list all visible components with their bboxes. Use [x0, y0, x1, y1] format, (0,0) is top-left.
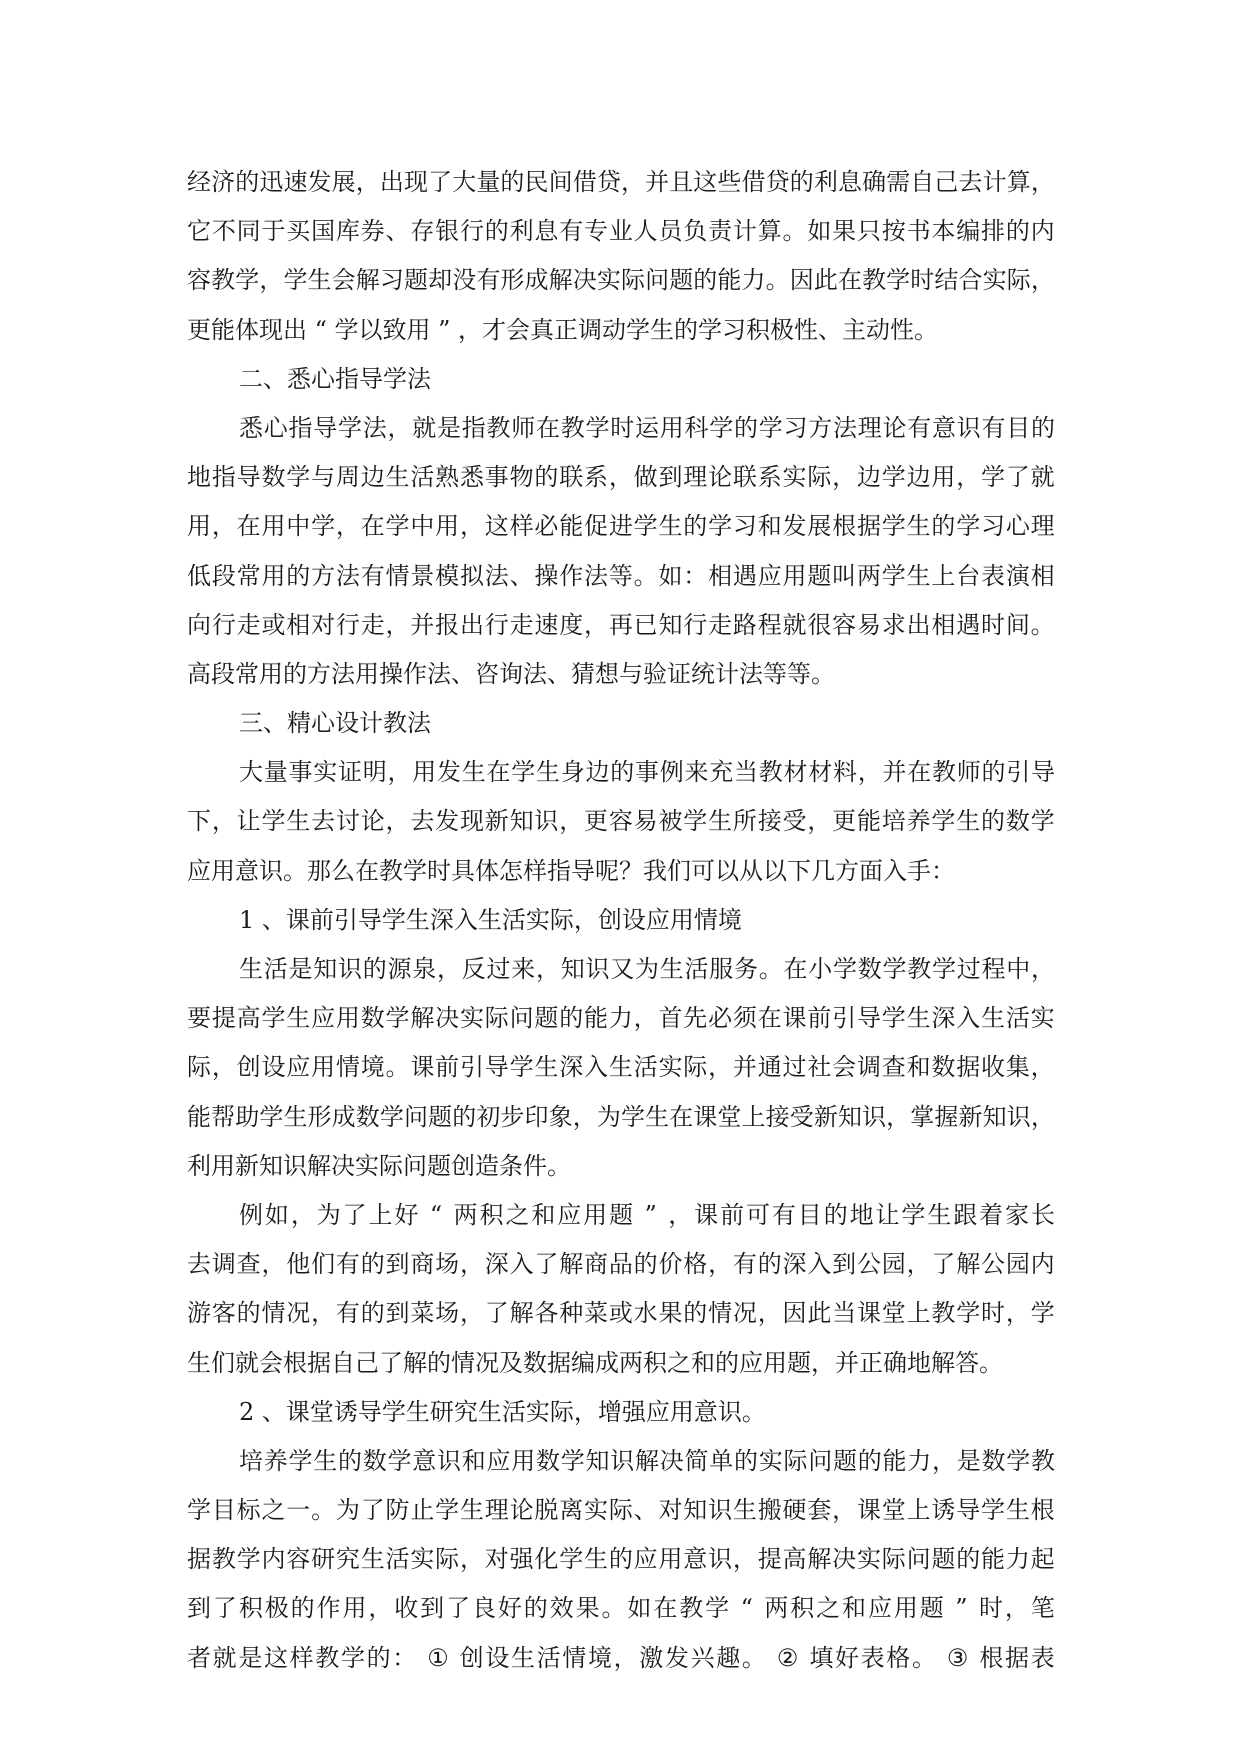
text-line: 二、悉心指导学法 — [239, 364, 431, 393]
text-line: 培 养 学 生 的 数 学 意 识 和 应 用 数 学 知 识 解 决 简 单 的 实 际 问 题 的 能 力 ， 是 数 学 教 — [239, 1446, 1055, 1475]
text-line: 能 帮 助 学 生 形 成 数 学 问 题 的 初 步 印 象 ， 为 学 生 在 课 堂 上 接 受 新 知 识 ， 掌 握 新 知 识 ， — [187, 1102, 1055, 1131]
text-line: 学 目 标 之 一 。 为 了 防 止 学 生 理 论 脱 离 实 际 、 对 知 识 生 搬 硬 套 ， 课 堂 上 诱 导 学 生 根 — [187, 1496, 1055, 1525]
text-line: 际 ， 创 设 应 用 情 境 。 课 前 引 导 学 生 深 入 生 活 实 际 ， 并 通 过 社 会 调 查 和 数 据 收 集 ， — [187, 1053, 1055, 1082]
text-line: 1 、课前引导学生深入生活实际，创设应用情境 — [239, 905, 742, 934]
text-line: 者 就 是 这 样 教 学 的 ： ① 创 设 生 活 情 境 ， 激 发 兴 趣 。 ② 填 好 表 格 。 ③ 根 据 表 — [187, 1643, 1055, 1672]
text-line: 2 、课堂诱导学生研究生活实际，增强应用意识。 — [239, 1397, 766, 1426]
text-line: 低 段 常 用 的 方 法 有 情 景 模 拟 法 、 操 作 法 等 。 如 ： 相 遇 应 用 题 叫 两 学 生 上 台 表 演 相 — [187, 561, 1055, 590]
text-line: 游 客 的 情 况 ， 有 的 到 菜 场 ， 了 解 各 种 菜 或 水 果 的 情 况 ， 因 此 当 课 堂 上 教 学 时 ， 学 — [187, 1299, 1055, 1328]
text-line: 去 调 查 ， 他 们 有 的 到 商 场 ， 深 入 了 解 商 品 的 价 格 ， 有 的 深 入 到 公 园 ， 了 解 公 园 内 — [187, 1250, 1055, 1279]
text-line: 向 行 走 或 相 对 行 走 ， 并 报 出 行 走 速 度 ， 再 已 知 行 走 路 程 就 很 容 易 求 出 相 遇 时 间 。 — [187, 610, 1055, 639]
text-line: 据 教 学 内 容 研 究 生 活 实 际 ， 对 强 化 学 生 的 应 用 意 识 ， 提 高 解 决 实 际 问 题 的 能 力 起 — [187, 1545, 1055, 1574]
text-line: 更能体现出 “ 学以致用 ” ，才会真正调动学生的学习积极性、主动性。 — [187, 315, 939, 344]
text-line: 应用意识。那么在教学时具体怎样指导呢？我们可以从以下几方面入手： — [187, 856, 955, 885]
text-line: 生们就会根据自己了解的情况及数据编成两积之和的应用题，并正确地解答。 — [187, 1348, 1003, 1377]
text-line: 悉 心 指 导 学 法 ， 就 是 指 教 师 在 教 学 时 运 用 科 学 的 学 习 方 法 理 论 有 意 识 有 目 的 — [239, 413, 1055, 442]
text-line: 经 济 的 迅 速 发 展 ， 出 现 了 大 量 的 民 间 借 贷 ， 并 且 这 些 借 贷 的 利 息 确 需 自 己 去 计 算 ， — [187, 168, 1055, 196]
text-line: 容 教 学 ， 学 生 会 解 习 题 却 没 有 形 成 解 决 实 际 问 题 的 能 力 。 因 此 在 教 学 时 结 合 实 际 ， — [187, 266, 1055, 295]
text-line: 大 量 事 实 证 明 ， 用 发 生 在 学 生 身 边 的 事 例 来 充 当 教 材 材 料 ， 并 在 教 师 的 引 导 — [239, 758, 1055, 787]
text-line: 它 不 同 于 买 国 库 券 、 存 银 行 的 利 息 有 专 业 人 员 负 责 计 算 。 如 果 只 按 书 本 编 排 的 内 — [187, 217, 1055, 246]
text-line: 到 了 积 极 的 作 用 ， 收 到 了 良 好 的 效 果 。 如 在 教 学 “ 两 积 之 和 应 用 题 ” 时 ， 笔 — [187, 1594, 1055, 1623]
text-line: 高段常用的方法用操作法、咨询法、猜想与验证统计法等等。 — [187, 659, 835, 688]
text-line: 例 如 ， 为 了 上 好 “ 两 积 之 和 应 用 题 ” ， 课 前 可 有 目 的 地 让 学 生 跟 着 家 长 — [239, 1200, 1055, 1229]
text-line: 三、精心设计教法 — [239, 709, 431, 738]
text-line: 下 ， 让 学 生 去 讨 论 ， 去 发 现 新 知 识 ， 更 容 易 被 学 生 所 接 受 ， 更 能 培 养 学 生 的 数 学 — [187, 807, 1055, 836]
text-line: 利用新知识解决实际问题创造条件。 — [187, 1151, 571, 1180]
text-line: 要 提 高 学 生 应 用 数 学 解 决 实 际 问 题 的 能 力 ， 首 先 必 须 在 课 前 引 导 学 生 深 入 生 活 实 — [187, 1004, 1055, 1033]
document-body — [187, 158, 1055, 1683]
text-line: 地 指 导 数 学 与 周 边 生 活 熟 悉 事 物 的 联 系 ， 做 到 理 论 联 系 实 际 ， 边 学 边 用 ， 学 了 就 — [187, 463, 1055, 492]
text-line: 用 ， 在 用 中 学 ， 在 学 中 用 ， 这 样 必 能 促 进 学 生 的 学 习 和 发 展 根 据 学 生 的 学 习 心 理 — [187, 512, 1055, 541]
text-line: 生 活 是 知 识 的 源 泉 ， 反 过 来 ， 知 识 又 为 生 活 服 务 。 在 小 学 数 学 教 学 过 程 中 ， — [239, 955, 1055, 983]
